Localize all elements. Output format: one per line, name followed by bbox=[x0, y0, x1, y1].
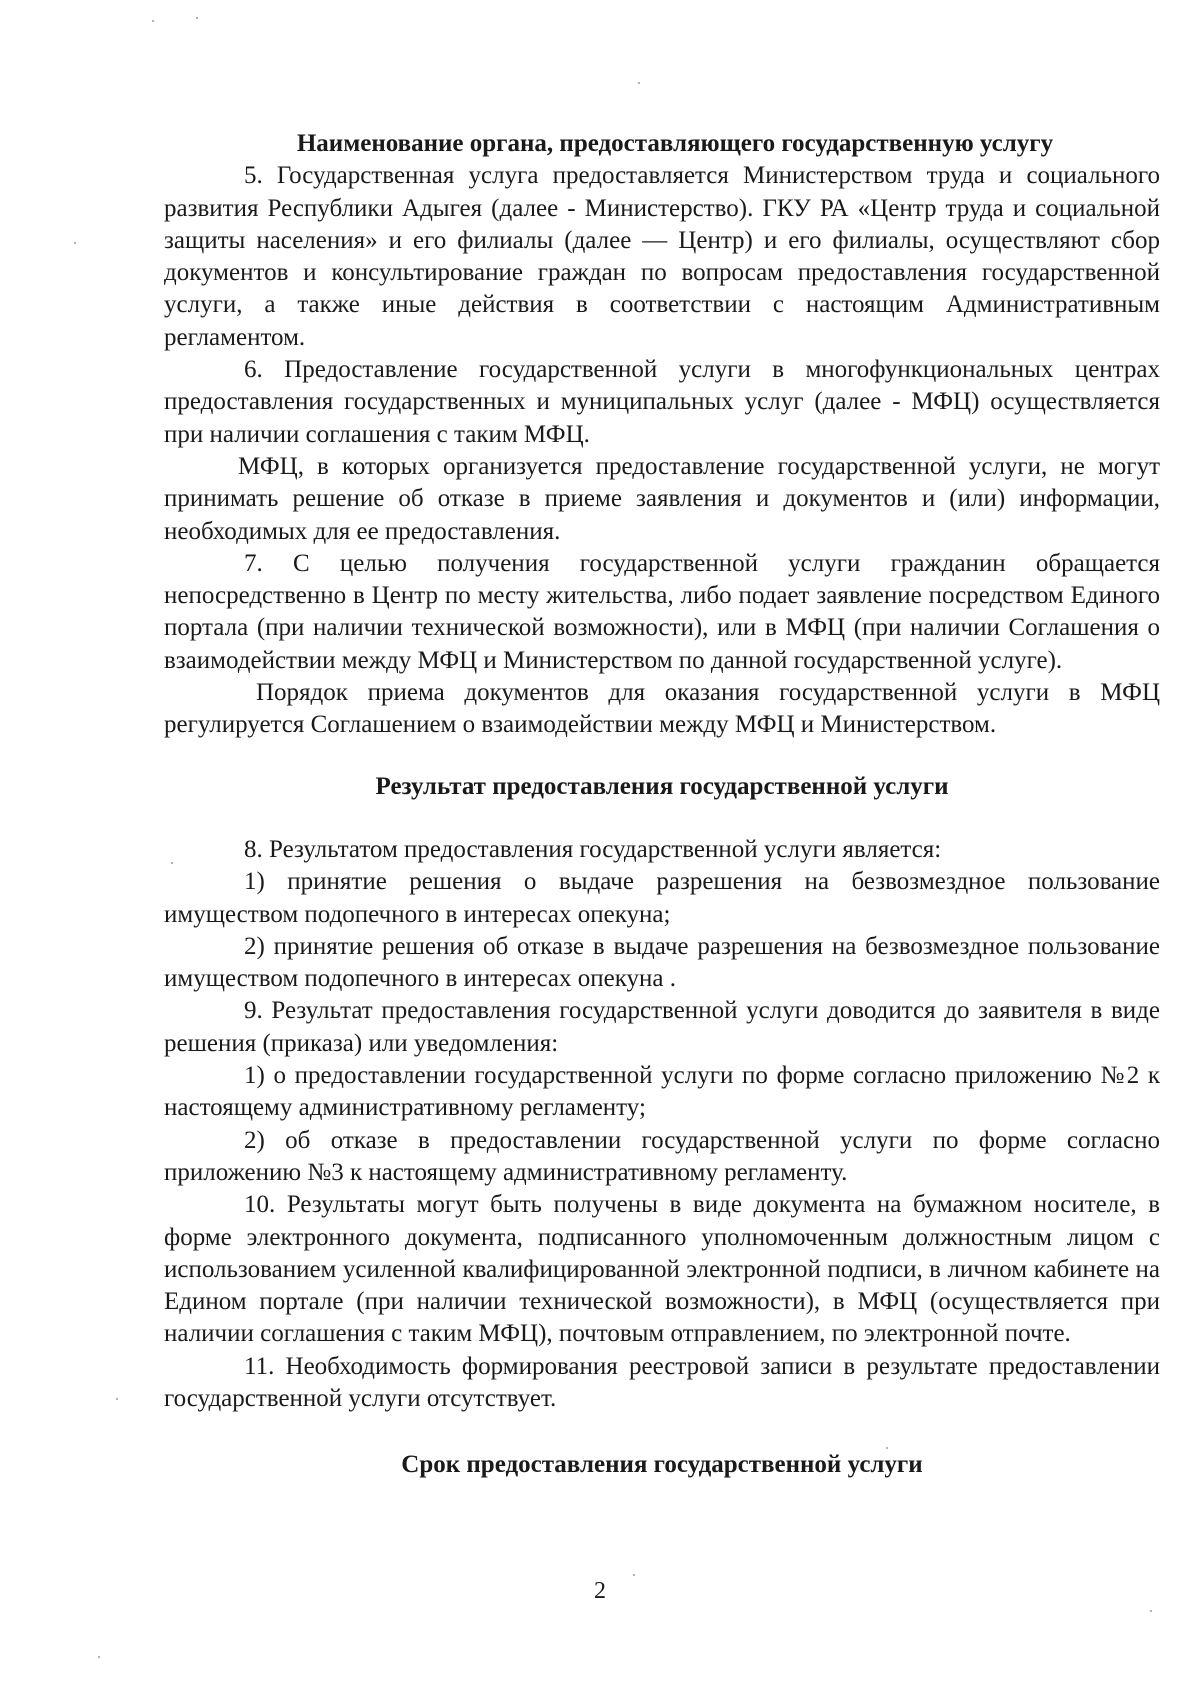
document-body bbox=[164, 128, 1160, 1482]
paragraph-8-item-1: 1) принятие решения о выдаче разрешения на безвозмездное пользование имуществом подопечного в интересах опекуна; bbox=[164, 868, 1160, 928]
paragraph-10: 10. Результаты могут быть получены в виде документа на бумажном носителе, в форме электронного документа, подписанного уполномоченным должностным лицом с использованием усиленной квалифицированной электронной подписи, в личном кабинете на Едином портале (при наличии технической возможности), в МФЦ (осуществляется при наличии соглашения с таким МФЦ), почтовым отправлением, по электронной почте. bbox=[164, 1191, 1160, 1348]
paragraph-5: 5. Государственная услуга предоставляется Министерством труда и социального развития Республики Адыгея (далее - Министерство). ГКУ РА «Центр труда и социальной защиты населения» и его филиалы (далее — Центр) и его филиалы, осуществляют сбор документов и консультирование граждан по вопросам предоставления государственной услуги, а также иные действия в соответствии с настоящим Административным регламентом. bbox=[164, 162, 1160, 351]
paragraph-procedure: Порядок приема документов для оказания государственной услуги в МФЦ регулируется Соглашением о взаимодействии между МФЦ и Министерством. bbox=[164, 679, 1160, 739]
paragraph-11: 11. Необходимость формирования реестровой записи в результате предоставлении государственной услуги отсутствует. bbox=[164, 1352, 1160, 1412]
scan-speck bbox=[886, 1447, 888, 1449]
scan-speck bbox=[196, 17, 198, 19]
scan-speck bbox=[171, 862, 173, 864]
section-heading-term: Срок предоставления государственной услуги bbox=[401, 1451, 923, 1479]
paragraph-7: 7. С целью получения государственной услуги гражданин обращается непосредственно в Центр по месту жительства, либо подает заявление посредством Единого портала (при наличии технической возможности), или в МФЦ (при наличии Соглашения о взаимодействии между МФЦ и Министерством по данной государственной услуге). bbox=[164, 549, 1160, 674]
paragraph-8: 8. Результатом предоставления государственной услуги является: bbox=[244, 835, 942, 863]
scan-speck bbox=[633, 1574, 635, 1576]
paragraph-9: 9. Результат предоставления государственной услуги доводится до заявителя в виде решения (приказа) или уведомления: bbox=[164, 997, 1160, 1057]
section-heading-result: Результат предоставления государственной услуги bbox=[375, 772, 949, 800]
paragraph-9-item-2: 2) об отказе в предоставлении государственной услуги по форме согласно приложению №3 к настоящему административному регламенту. bbox=[164, 1126, 1160, 1186]
paragraph-6: 6. Предоставление государственной услуги в многофункциональных центрах предоставления государственных и муниципальных услуг (далее - МФЦ) осуществляется при наличии соглашения с таким МФЦ. bbox=[164, 356, 1160, 448]
paragraph-8-item-2: 2) принятие решения об отказе в выдаче разрешения на безвозмездное пользование имуществом подопечного в интересах опекуна . bbox=[164, 932, 1160, 993]
scan-speck bbox=[74, 242, 76, 244]
scan-speck bbox=[1150, 1610, 1152, 1612]
scan-speck bbox=[638, 82, 640, 84]
section-heading-authority: Наименование органа, предоставляющего государственную услугу bbox=[296, 130, 1054, 157]
scan-speck bbox=[152, 20, 154, 22]
paragraph-9-item-1: 1) о предоставлении государственной услуги по форме согласно приложению №2 к настоящему административному регламенту; bbox=[164, 1062, 1160, 1122]
scan-speck bbox=[116, 1398, 118, 1400]
scan-speck bbox=[98, 1656, 100, 1658]
page-number: 2 bbox=[594, 1578, 606, 1604]
paragraph-mfc: МФЦ, в которых организуется предоставление государственной услуги, не могут принимать решение об отказе в приеме заявления и документов и (или) информации, необходимых для ее предоставления. bbox=[164, 452, 1160, 545]
